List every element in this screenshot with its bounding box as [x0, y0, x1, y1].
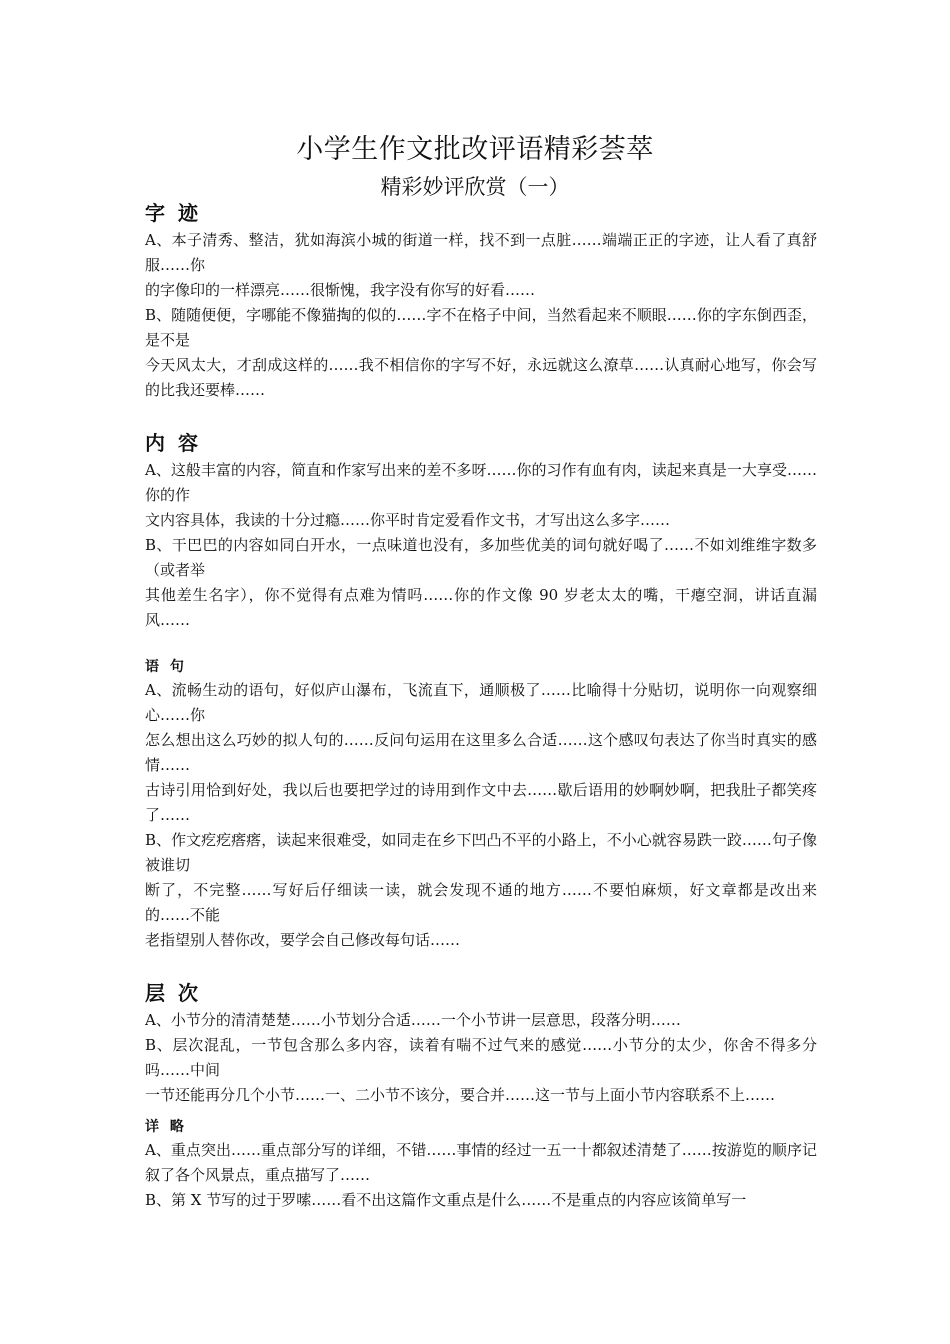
- paragraph: A、这般丰富的内容，简直和作家写出来的差不多呀……你的习作有血有肉，读起来真是一大享受……你的作: [145, 461, 817, 504]
- paragraph: B、作文疙疙瘩瘩，读起来很难受，如同走在乡下凹凸不平的小路上，不小心就容易跌一跤……句子像被谁切: [145, 831, 817, 874]
- paragraph: B、层次混乱，一节包含那么多内容，读着有喘不过气来的感觉……小节分的太少，你舍不得多分吗……中间: [145, 1036, 817, 1079]
- document-body: [145, 198, 817, 1213]
- paragraph: 古诗引用恰到好处，我以后也要把学过的诗用到作文中去……歇后语用的妙啊妙啊，把我肚子都笑疼了……: [145, 781, 817, 824]
- paragraph: A、流畅生动的语句，好似庐山瀑布，飞流直下，通顺极了……比喻得十分贴切，说明你一向观察细心……你: [145, 681, 817, 724]
- section-detail: [145, 1116, 817, 1213]
- section-spacer: [145, 633, 817, 656]
- paragraph: 的字像印的一样漂亮……很惭愧，我字没有你写的好看……: [145, 281, 536, 299]
- paragraph: 怎么想出这么巧妙的拟人句的……反问句运用在这里多么合适……这个感叹句表达了你当时真实的感情……: [145, 731, 817, 774]
- paragraph: 今天风太大，才刮成这样的……我不相信你的字写不好，永远就这么潦草……认真耐心地写，你会写的比我还要棒……: [145, 356, 817, 399]
- document-subtitle: 精彩妙评欣赏（一）: [380, 175, 570, 199]
- section-handwriting: [145, 198, 817, 403]
- paragraph: 断了，不完整……写好后仔细读一读，就会发现不通的地方……不要怕麻烦，好文章都是改出来的……不能: [145, 881, 817, 924]
- paragraph: B、干巴巴的内容如同白开水，一点味道也没有，多加些优美的词句就好喝了……不如刘维维字数多（或者举: [145, 536, 817, 579]
- section-heading-content: 内 容: [145, 431, 201, 455]
- section-heading-structure: 层 次: [145, 981, 201, 1005]
- paragraph: B、第 X 节写的过于罗嗦……看不出这篇作文重点是什么……不是重点的内容应该简单写一: [145, 1191, 747, 1209]
- paragraph: 老指望别人替你改，要学会自己修改每句话……: [145, 931, 461, 949]
- section-heading-sentences: 语 句: [145, 659, 187, 675]
- paragraph: A、重点突出……重点部分写的详细，不错……事情的经过一五一十都叙述清楚了……按游览的顺序记叙了各个风景点，重点描写了……: [145, 1141, 817, 1184]
- section-sentences: [145, 656, 817, 953]
- section-spacer: [145, 403, 817, 428]
- section-heading-handwriting: 字 迹: [145, 201, 201, 225]
- paragraph: 一节还能再分几个小节……一、二小节不该分，要合并……这一节与上面小节内容联系不上……: [145, 1086, 776, 1104]
- paragraph: 其他差生名字），你不觉得有点难为情吗……你的作文像 90 岁老太太的嘴，干瘪空洞，讲话直漏风……: [145, 586, 817, 629]
- section-spacer: [145, 953, 817, 978]
- section-heading-detail: 详 略: [145, 1119, 187, 1135]
- section-spacer: [145, 1108, 817, 1116]
- paragraph: A、本子清秀、整洁，犹如海滨小城的街道一样，找不到一点脏……端端正正的字迹，让人看了真舒服……你: [145, 231, 817, 274]
- paragraph: B、随随便便，字哪能不像猫掏的似的……字不在格子中间，当然看起来不顺眼……你的字东倒西歪，是不是: [145, 306, 817, 349]
- document-title: 小学生作文批改评语精彩荟萃: [296, 134, 654, 165]
- section-content: [145, 428, 817, 633]
- paragraph: A、小节分的清清楚楚……小节划分合适……一个小节讲一层意思，段落分明……: [145, 1011, 681, 1029]
- paragraph: 文内容具体，我读的十分过瘾……你平时肯定爱看作文书，才写出这么多字……: [145, 511, 671, 529]
- section-structure: [145, 978, 817, 1108]
